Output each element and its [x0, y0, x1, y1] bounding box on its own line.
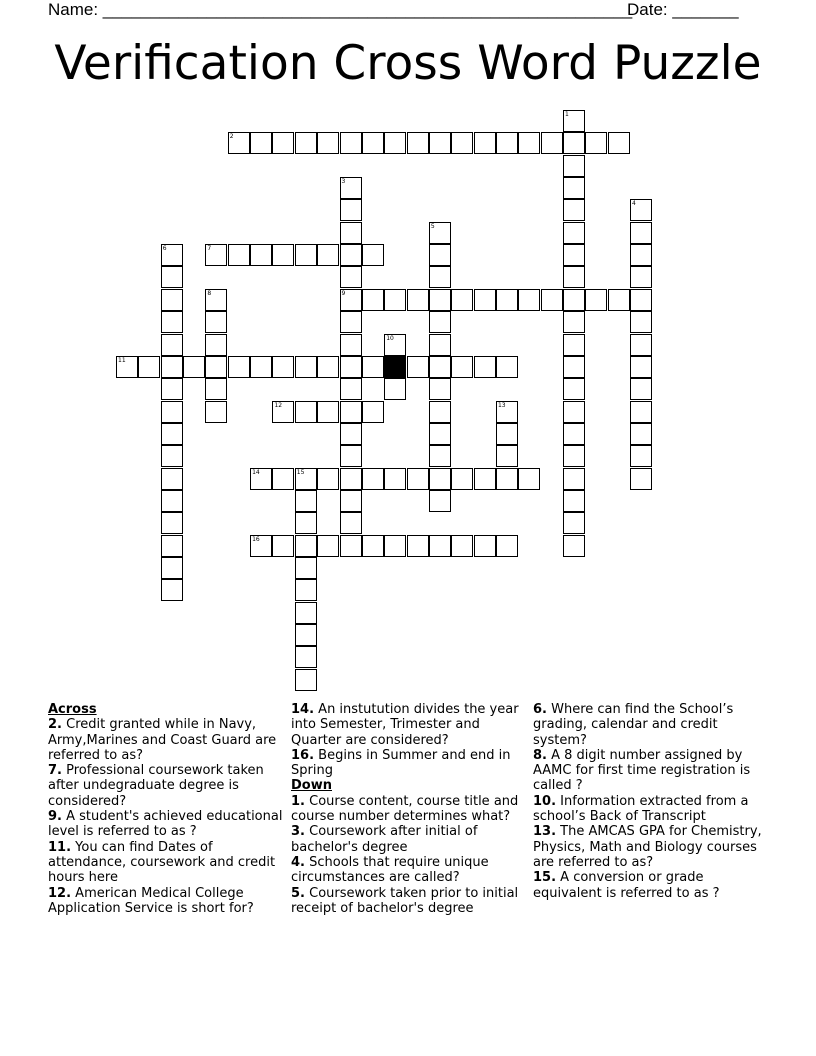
clue-number: 6. [533, 702, 547, 717]
clue-item [48, 763, 284, 809]
letter-cell[interactable] [451, 132, 473, 154]
letter-cell[interactable] [429, 132, 451, 154]
letter-cell[interactable] [451, 289, 473, 311]
clue-number-label: 16 [252, 535, 260, 543]
letter-cell[interactable] [630, 266, 652, 288]
letter-cell[interactable] [429, 334, 451, 356]
letter-cell[interactable] [362, 244, 384, 266]
clue-item [291, 748, 527, 779]
letter-cell[interactable] [563, 289, 585, 311]
letter-cell[interactable] [295, 356, 317, 378]
letter-cell[interactable] [362, 401, 384, 423]
clue-item [291, 886, 527, 917]
clue-number-label: 7 [207, 245, 212, 253]
letter-cell[interactable] [161, 311, 183, 333]
letter-cell[interactable] [340, 199, 362, 221]
letter-cell[interactable] [496, 423, 518, 445]
clue-text: Coursework after initial of bachelor's degree [291, 824, 478, 855]
letter-cell[interactable] [563, 244, 585, 266]
clue-number-label: 8 [207, 289, 212, 297]
letter-cell[interactable] [340, 401, 362, 423]
letter-cell[interactable] [250, 244, 272, 266]
clue-number: 14. [291, 702, 315, 717]
letter-cell[interactable] [585, 289, 607, 311]
clue-item [533, 748, 769, 794]
letter-cell[interactable] [630, 356, 652, 378]
letter-cell[interactable] [384, 468, 406, 490]
letter-cell[interactable] [496, 289, 518, 311]
letter-cell[interactable] [563, 512, 585, 534]
letter-cell[interactable] [630, 468, 652, 490]
letter-cell[interactable] [228, 244, 250, 266]
letter-cell[interactable] [563, 535, 585, 557]
letter-cell[interactable] [563, 155, 585, 177]
letter-cell[interactable] [496, 445, 518, 467]
letter-cell[interactable] [161, 512, 183, 534]
clue-text: Credit granted while in Navy, Army,Marines and Coast Guard are referred to as? [48, 717, 277, 763]
letter-cell[interactable] [161, 468, 183, 490]
letter-cell[interactable] [630, 244, 652, 266]
letter-cell[interactable] [295, 512, 317, 534]
letter-cell[interactable] [429, 378, 451, 400]
letter-cell[interactable] [340, 266, 362, 288]
letter-cell[interactable] [429, 311, 451, 333]
letter-cell[interactable] [161, 423, 183, 445]
across-header: Across [48, 702, 97, 717]
letter-cell[interactable] [362, 289, 384, 311]
letter-cell[interactable] [429, 266, 451, 288]
letter-cell[interactable] [161, 356, 183, 378]
letter-cell[interactable] [407, 132, 429, 154]
letter-cell[interactable] [295, 535, 317, 557]
letter-cell[interactable] [272, 356, 294, 378]
letter-cell[interactable] [563, 199, 585, 221]
clue-number: 5. [291, 885, 305, 901]
clue-text: Information extracted from a school’s Back of Transcript [533, 793, 749, 825]
letter-cell[interactable] [630, 222, 652, 244]
name-field-label: Name: ________________________________________________________ [48, 0, 633, 19]
letter-cell[interactable] [563, 222, 585, 244]
clue-item [48, 809, 284, 840]
clue-number-label: 6 [162, 245, 167, 253]
letter-cell[interactable] [340, 468, 362, 490]
clue-text: Coursework taken prior to initial receipt of bachelor's degree [291, 885, 519, 916]
clue-item [291, 794, 527, 825]
letter-cell[interactable] [250, 356, 272, 378]
letter-cell[interactable] [585, 132, 607, 154]
letter-cell[interactable] [451, 468, 473, 490]
letter-cell[interactable] [518, 132, 540, 154]
clue-number-label: 9 [341, 289, 346, 297]
letter-cell[interactable] [161, 579, 183, 601]
letter-cell[interactable] [161, 289, 183, 311]
clue-number-label: 1 [565, 111, 569, 118]
clue-item [291, 855, 527, 886]
letter-cell[interactable] [563, 445, 585, 467]
clue-number: 4. [291, 854, 305, 870]
clue-item [533, 702, 769, 748]
clue-item [48, 886, 284, 917]
clue-number: 15. [533, 870, 557, 886]
letter-cell[interactable] [295, 669, 317, 691]
letter-cell[interactable] [161, 535, 183, 557]
clue-number-label: 15 [296, 468, 305, 476]
letter-cell[interactable] [272, 244, 294, 266]
letter-cell[interactable] [429, 356, 451, 378]
clues-column-3 [533, 702, 769, 901]
letter-cell[interactable] [340, 378, 362, 400]
letter-cell[interactable] [317, 356, 339, 378]
letter-cell[interactable] [250, 132, 272, 154]
clue-number-label: 12 [274, 401, 283, 409]
letter-cell[interactable] [228, 356, 250, 378]
letter-cell[interactable] [451, 356, 473, 378]
letter-cell[interactable] [272, 468, 294, 490]
clue-number: 2. [48, 717, 62, 733]
letter-cell[interactable] [429, 289, 451, 311]
letter-cell[interactable] [205, 334, 227, 356]
letter-cell[interactable] [295, 132, 317, 154]
clue-number-label: 14 [252, 468, 260, 476]
clue-text: You can find Dates of attendance, coursework and credit hours here [48, 839, 276, 886]
letter-cell[interactable] [384, 289, 406, 311]
clue-number: 10. [533, 793, 557, 809]
clue-number: 3. [291, 824, 305, 840]
letter-cell[interactable] [340, 535, 362, 557]
clue-item [291, 702, 527, 748]
clue-item [533, 870, 769, 901]
letter-cell[interactable] [630, 334, 652, 356]
letter-cell[interactable] [429, 423, 451, 445]
letter-cell[interactable] [630, 423, 652, 445]
letter-cell[interactable] [496, 468, 518, 490]
letter-cell[interactable] [161, 557, 183, 579]
clue-item [291, 824, 527, 855]
letter-cell[interactable] [563, 378, 585, 400]
letter-cell[interactable] [563, 266, 585, 288]
letter-cell[interactable] [563, 132, 585, 154]
clue-number-label: 10 [386, 334, 394, 342]
letter-cell[interactable] [474, 468, 496, 490]
letter-cell[interactable] [496, 132, 518, 154]
letter-cell[interactable] [272, 132, 294, 154]
letter-cell[interactable] [563, 423, 585, 445]
letter-cell[interactable] [295, 646, 317, 668]
letter-cell[interactable] [563, 468, 585, 490]
letter-cell[interactable] [630, 401, 652, 423]
letter-cell[interactable] [295, 579, 317, 601]
letter-cell[interactable] [205, 356, 227, 378]
letter-cell[interactable] [608, 289, 630, 311]
letter-cell[interactable] [340, 445, 362, 467]
letter-cell[interactable] [295, 624, 317, 646]
letter-cell[interactable] [317, 244, 339, 266]
letter-cell[interactable] [429, 244, 451, 266]
letter-cell[interactable] [161, 334, 183, 356]
letter-cell[interactable] [429, 445, 451, 467]
clue-number: 9. [48, 809, 62, 825]
clue-item [48, 717, 284, 763]
letter-cell[interactable] [340, 423, 362, 445]
letter-cell[interactable] [295, 244, 317, 266]
letter-cell[interactable] [295, 557, 317, 579]
letter-cell[interactable] [317, 401, 339, 423]
letter-cell[interactable] [630, 311, 652, 333]
letter-cell[interactable] [317, 132, 339, 154]
letter-cell[interactable] [295, 602, 317, 624]
letter-cell[interactable] [138, 356, 160, 378]
clue-text: American Medical College Application Service is short for? [48, 885, 254, 916]
down-header: Down [291, 778, 332, 794]
letter-cell[interactable] [362, 132, 384, 154]
letter-cell[interactable] [451, 535, 473, 557]
letter-cell[interactable] [407, 535, 429, 557]
clue-number: 8. [533, 747, 547, 763]
clue-text: A conversion or grade equivalent is referred to as ? [533, 870, 720, 901]
clues-column-1 [48, 702, 284, 916]
clue-item [533, 794, 769, 825]
letter-cell[interactable] [295, 401, 317, 423]
clues-column-2 [291, 702, 527, 916]
letter-cell[interactable] [340, 222, 362, 244]
letter-cell[interactable] [563, 334, 585, 356]
letter-cell[interactable] [205, 401, 227, 423]
letter-cell[interactable] [563, 177, 585, 199]
letter-cell[interactable] [608, 132, 630, 154]
letter-cell[interactable] [563, 490, 585, 512]
letter-cell[interactable] [340, 512, 362, 534]
letter-cell[interactable] [295, 490, 317, 512]
letter-cell[interactable] [563, 356, 585, 378]
letter-cell[interactable] [384, 378, 406, 400]
clue-text: Begins in Summer and end in Spring [291, 747, 511, 779]
clue-item [48, 840, 284, 886]
letter-cell[interactable] [340, 244, 362, 266]
letter-cell[interactable] [161, 401, 183, 423]
clue-number-label: 13 [497, 401, 506, 409]
clue-number: 12. [48, 885, 72, 901]
letter-cell[interactable] [496, 356, 518, 378]
letter-cell[interactable] [205, 378, 227, 400]
letter-cell[interactable] [384, 535, 406, 557]
letter-cell[interactable] [541, 289, 563, 311]
letter-cell[interactable] [630, 445, 652, 467]
clue-number-label: 11 [118, 356, 126, 364]
clue-number-label: 4 [632, 200, 636, 208]
letter-cell[interactable] [340, 311, 362, 333]
clue-number: 16. [291, 747, 315, 763]
black-cell [384, 356, 406, 378]
page-title: Verification Cross Word Puzzle [54, 36, 762, 91]
clue-text: A 8 digit number assigned by AAMC for first time registration is called ? [533, 747, 751, 794]
letter-cell[interactable] [474, 132, 496, 154]
letter-cell[interactable] [541, 132, 563, 154]
letter-cell[interactable] [340, 132, 362, 154]
letter-cell[interactable] [407, 468, 429, 490]
letter-cell[interactable] [272, 535, 294, 557]
clue-text: A student's achieved educational level is referred to as ? [48, 809, 283, 840]
clue-number: 11. [48, 839, 72, 855]
letter-cell[interactable] [429, 535, 451, 557]
clue-number-label: 2 [229, 133, 234, 141]
clue-item [533, 824, 769, 870]
letter-cell[interactable] [384, 132, 406, 154]
letter-cell[interactable] [563, 401, 585, 423]
letter-cell[interactable] [161, 266, 183, 288]
letter-cell[interactable] [161, 445, 183, 467]
clue-text: An instutution divides the year into Semester, Trimester and Quarter are considered? [291, 702, 519, 748]
letter-cell[interactable] [362, 468, 384, 490]
letter-cell[interactable] [496, 535, 518, 557]
clue-number: 7. [48, 763, 62, 779]
letter-cell[interactable] [317, 535, 339, 557]
clue-number-label: 3 [341, 178, 346, 186]
letter-cell[interactable] [362, 535, 384, 557]
letter-cell[interactable] [161, 378, 183, 400]
letter-cell[interactable] [183, 356, 205, 378]
clue-number: 1. [291, 793, 305, 809]
letter-cell[interactable] [630, 378, 652, 400]
letter-cell[interactable] [340, 490, 362, 512]
letter-cell[interactable] [407, 356, 429, 378]
letter-cell[interactable] [429, 401, 451, 423]
clue-text: Where can find the School’s grading, calendar and credit system? [533, 702, 734, 748]
letter-cell[interactable] [630, 289, 652, 311]
clue-number: 13. [533, 824, 557, 840]
letter-cell[interactable] [205, 311, 227, 333]
letter-cell[interactable] [429, 490, 451, 512]
date-field-label: Date: _______ [627, 0, 739, 19]
letter-cell[interactable] [474, 289, 496, 311]
clue-number-label: 5 [430, 222, 435, 230]
clue-text: The AMCAS GPA for Chemistry, Physics, Math and Biology courses are referred to as? [533, 824, 762, 870]
clue-text: Course content, course title and course number determines what? [291, 793, 519, 825]
letter-cell[interactable] [161, 490, 183, 512]
letter-cell[interactable] [340, 356, 362, 378]
letter-cell[interactable] [340, 334, 362, 356]
letter-cell[interactable] [474, 535, 496, 557]
letter-cell[interactable] [474, 356, 496, 378]
letter-cell[interactable] [518, 468, 540, 490]
letter-cell[interactable] [429, 468, 451, 490]
letter-cell[interactable] [362, 356, 384, 378]
clue-text: Schools that require unique circumstances are called? [291, 854, 489, 886]
letter-cell[interactable] [317, 468, 339, 490]
letter-cell[interactable] [518, 289, 540, 311]
letter-cell[interactable] [407, 289, 429, 311]
clue-text: Professional coursework taken after undegraduate degree is considered? [48, 763, 264, 809]
letter-cell[interactable] [563, 311, 585, 333]
